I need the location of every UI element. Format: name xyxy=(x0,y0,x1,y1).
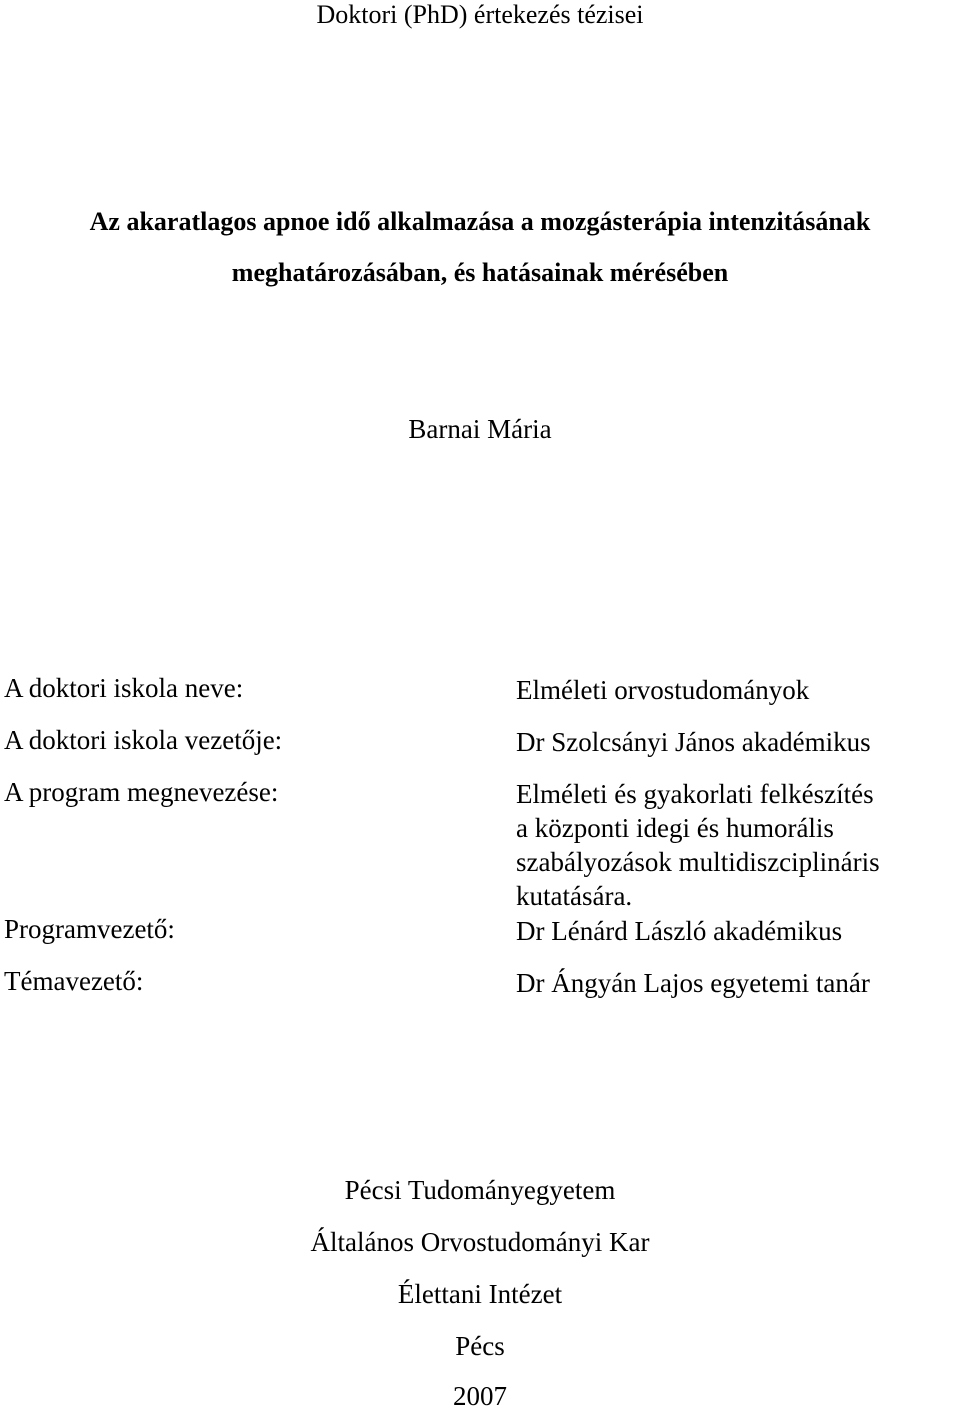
thesis-title-line-1: Az akaratlagos apnoe idő alkalmazása a mozgásterápia intenzitásának xyxy=(89,207,871,236)
school-head-value: Dr Szolcsányi János akadémikus xyxy=(516,727,871,757)
program-name-value-line-4: kutatására. xyxy=(516,881,633,911)
faculty-name: Általános Orvostudományi Kar xyxy=(310,1227,650,1257)
program-name-value-line-3: szabályozások multidiszciplináris xyxy=(516,847,880,877)
university-name: Pécsi Tudományegyetem xyxy=(344,1175,616,1205)
program-leader-label: Programvezető: xyxy=(4,914,175,944)
program-leader-value: Dr Lénárd László akadémikus xyxy=(516,916,843,946)
institute-name: Élettani Intézet xyxy=(397,1279,563,1309)
thesis-title-line-2: meghatározásában, és hatásainak mérésében xyxy=(231,258,729,287)
supervisor-label: Témavezető: xyxy=(4,966,144,996)
publication-year: 2007 xyxy=(453,1381,507,1411)
program-name-value-line-2: a központi idegi és humorális xyxy=(516,813,834,843)
author-name: Barnai Mária xyxy=(408,414,552,444)
city-name: Pécs xyxy=(455,1331,505,1361)
document-header: Doktori (PhD) értekezés tézisei xyxy=(316,0,644,29)
program-name-label: A program megnevezése: xyxy=(4,777,279,807)
program-name-value-line-1: Elméleti és gyakorlati felkészítés xyxy=(516,779,874,809)
school-head-label: A doktori iskola vezetője: xyxy=(4,725,283,755)
supervisor-value: Dr Ángyán Lajos egyetemi tanár xyxy=(516,968,870,998)
school-name-value: Elméleti orvostudományok xyxy=(516,675,810,705)
school-name-label: A doktori iskola neve: xyxy=(4,673,244,703)
